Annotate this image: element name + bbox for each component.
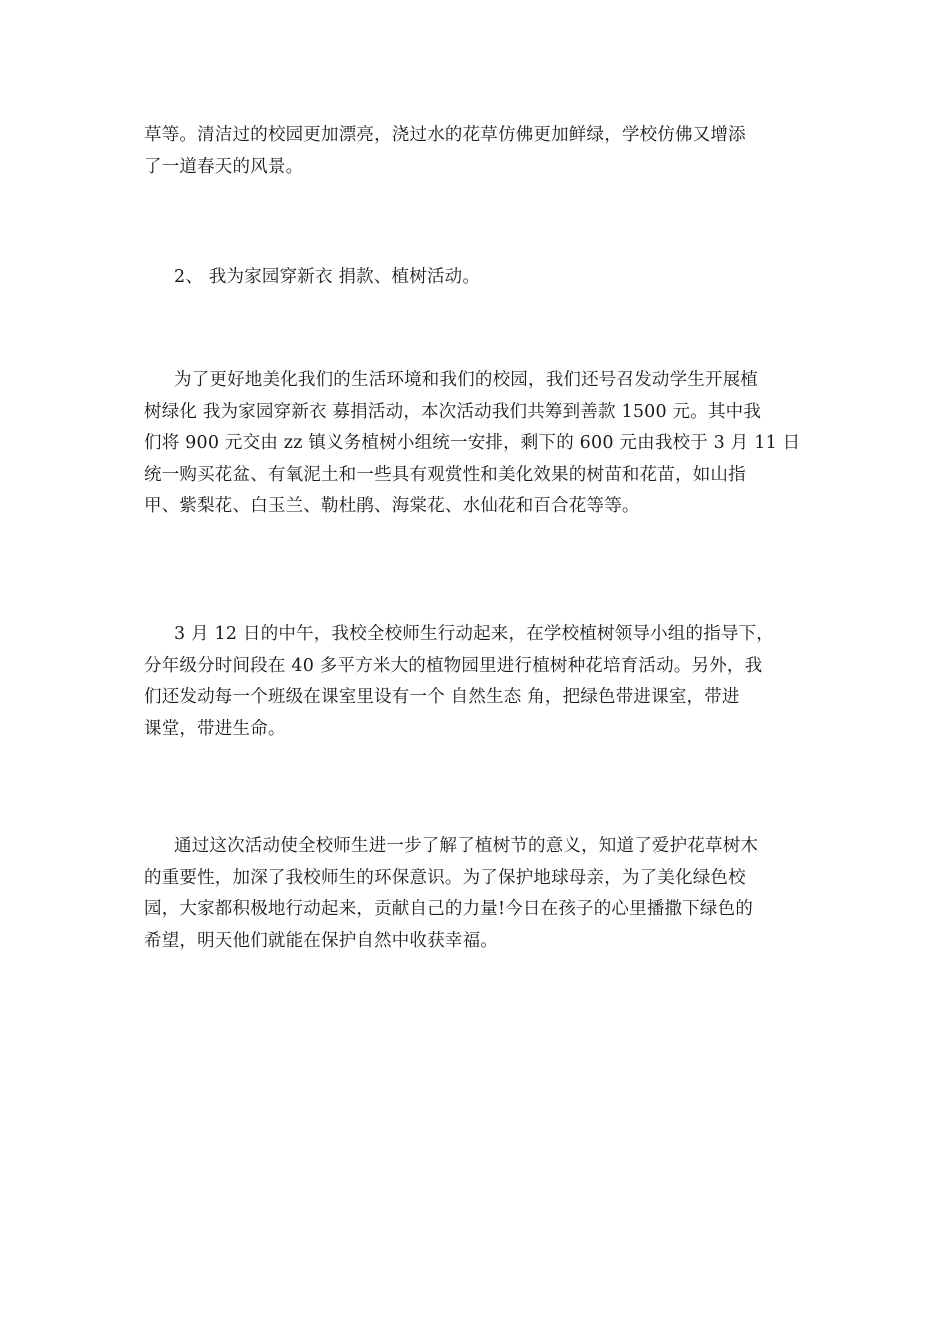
text-line: 们将 900 元交由 zz 镇义务植树小组统一安排，剩下的 600 元由我校于 3 月 11 日 <box>144 433 801 453</box>
text-line: 了一道春天的风景。 <box>144 156 304 177</box>
text-line: 通过这次活动使全校师生进一步了解了植树节的意义，知道了爱护花草树木 <box>174 836 759 856</box>
text-line: 分年级分时间段在 40 多平方米大的植物园里进行植树种花培育活动。另外，我 <box>144 655 763 676</box>
text-line: 树绿化 我为家园穿新衣 募捐活动，本次活动我们共筹到善款 1500 元。其中我 <box>144 401 762 422</box>
text-line: 园，大家都积极地行动起来，贡献自己的力量!今日在孩子的心里播撒下绿色的 <box>144 899 754 919</box>
text-line: 草等。清洁过的校园更加漂亮，浇过水的花草仿佛更加鲜绿，学校仿佛又增添 <box>144 125 746 145</box>
paragraph-continuation <box>144 120 808 183</box>
text-line: 课堂，带进生命。 <box>144 718 286 739</box>
text-line: 2、 我为家园穿新衣 捐款、植树活动。 <box>174 267 481 287</box>
text-line: 统一购买花盆、有氧泥土和一些具有观赏性和美化效果的树苗和花苗，如山指 <box>144 464 746 485</box>
section-heading-item-2 <box>144 262 808 294</box>
text-line: 希望，明天他们就能在保护自然中收获幸福。 <box>144 930 498 951</box>
paragraph-conclusion <box>144 831 808 957</box>
paragraph-planting-activity <box>144 619 808 745</box>
text-line: 的重要性，加深了我校师生的环保意识。为了保护地球母亲，为了美化绿色校 <box>144 867 746 888</box>
text-line: 为了更好地美化我们的生活环境和我们的校园，我们还号召发动学生开展植 <box>174 370 759 390</box>
text-line: 3 月 12 日的中午，我校全校师生行动起来，在学校植树领导小组的指导下， <box>174 624 774 644</box>
paragraph-fundraising <box>144 365 808 523</box>
text-line: 甲、紫梨花、白玉兰、勒杜鹃、海棠花、水仙花和百合花等等。 <box>144 496 640 516</box>
text-line: 们还发动每一个班级在课室里设有一个 自然生态 角，把绿色带进课室，带进 <box>144 687 740 707</box>
